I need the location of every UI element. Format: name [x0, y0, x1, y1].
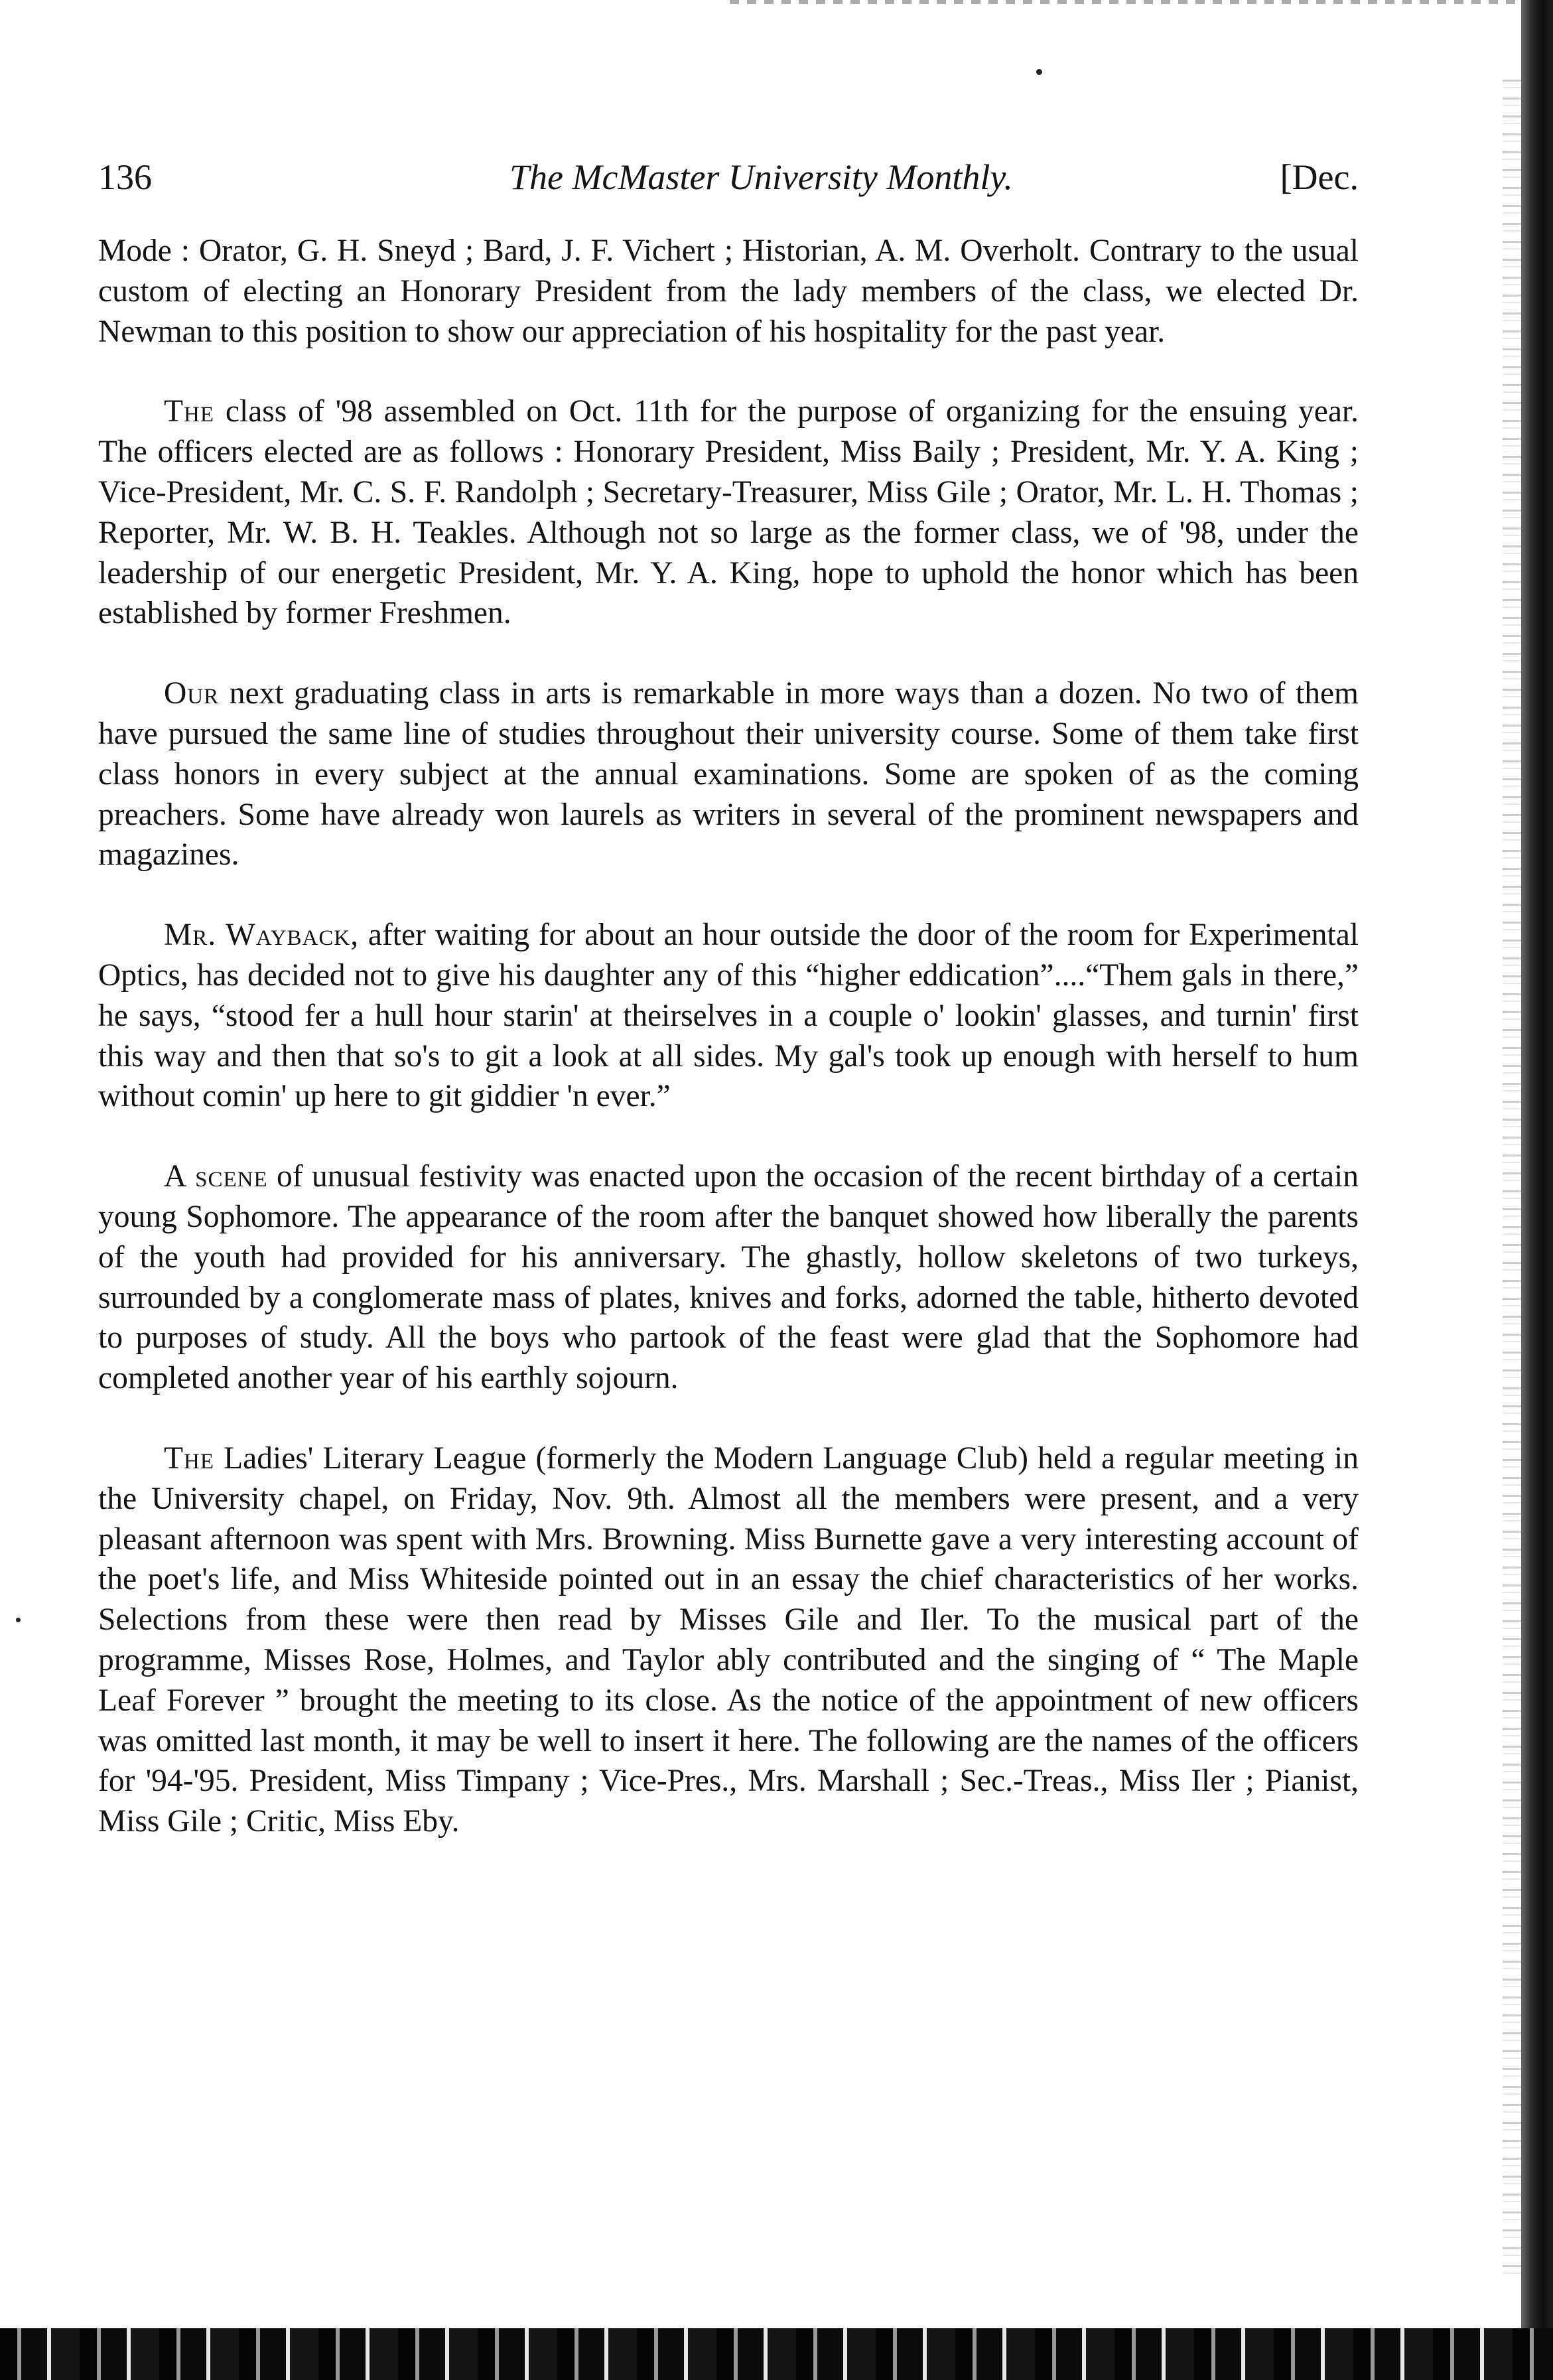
paragraph-graduating-class [98, 673, 1359, 875]
paragraph-text: next graduating class in arts is remarkable in more ways than a dozen. No two of them have pursued the same line of studies throughout their university course. Some of them take first class honors in every subject at the annual examinations. Some are spoken of as the coming preachers. Some have already won laurels as writers in several of the prominent newspapers and magazines. [98, 676, 1359, 873]
running-title: The McMaster University Monthly. [509, 157, 1013, 197]
paragraph-class-of-95-continued [98, 231, 1359, 352]
paragraph-class-of-98 [98, 391, 1359, 634]
paragraph-text: class of '98 assembled on Oct. 11th for the purpose of organizing for the ensuing year. The officers elected are as follows : Honorary President, Miss Baily ; President, Mr. Y. A. King ; Vice-President, Mr. C. S. F. Randolph ; Secretary-Treasurer, Miss Gile ; Orator, Mr. L. H. Thomas ; Reporter, Mr. W. B. H. Teakles. Although not so large as the former class, we of '98, under the leadership of our energetic President, Mr. Y. A. King, hope to uphold the honor which has been established by former Freshmen. [98, 394, 1359, 631]
scan-page-edge [1521, 0, 1553, 2380]
paragraph-lead: Our [164, 676, 220, 711]
paragraph-text: of unusual festivity was enacted upon the occasion of the recent birthday of a certain young Sophomore. The appearance of the room after the banquet showed how liberally the parents of the youth had provided for his anniversary. The ghastly, hollow skeletons of two turkeys, surrounded by a conglomerate mass of plates, knives and forks, adorned the table, hitherto devoted to purposes of study. All the boys who partook of the feast were glad that the Sophomore had completed another year of his earthly sojourn. [98, 1159, 1359, 1396]
paragraph-lead: The [164, 394, 215, 429]
paragraph-ladies-literary-league [98, 1438, 1359, 1842]
paragraph-text: after waiting for about an hour outside the door of the room for Experimental Optics, has decided not to give his daughter any of this “higher eddication”....“Them gals in there,” he says, “stood fer a hull hour starin' at theirselves in a couple o' lookin' glasses, and turnin' first this way and then that so's to git a look at all sides. My gal's took up enough with herself to hum without comin' up here to git giddier 'n ever.” [98, 918, 1359, 1114]
scan-dust-mark [1036, 69, 1042, 75]
text-column [98, 231, 1359, 1882]
running-date: [Dec. [1280, 157, 1359, 197]
paragraph-birthday-scene [98, 1156, 1359, 1399]
scan-top-rule [730, 0, 1553, 4]
paragraph-lead: A scene [164, 1159, 268, 1194]
running-header [98, 157, 1359, 203]
paragraph-lead: Mr. Wayback, [164, 918, 360, 953]
scan-dust-mark [16, 1618, 21, 1622]
paragraph-text: Ladies' Literary League (formerly the Modern Language Club) held a regular meeting in the University chapel, on Friday, Nov. 9th. Almost all the members were present, and a very pleasant afternoon was spent with Mrs. Browning. Miss Burnette gave a very interesting account of the poet's life, and Miss Whiteside pointed out in an essay the chief characteristics of her works. Selections from these were then read by Misses Gile and Iler. To the musical part of the programme, Misses Rose, Holmes, and Taylor ably contributed and the singing of “ The Maple Leaf Forever ” brought the meeting to its close. As the notice of the appointment of new officers was omitted last month, it may be well to insert it here. The following are the names of the officers for '94-'95. President, Miss Timpany ; Vice-Pres., Mrs. Marshall ; Sec.-Treas., Miss Iler ; Pianist, Miss Gile ; Critic, Miss Eby. [98, 1440, 1359, 1839]
scan-bottom-edge [0, 2328, 1553, 2380]
paragraph-text: Mode : Orator, G. H. Sneyd ; Bard, J. F. Vichert ; Historian, A. M. Overholt. Contrary to the usual custom of electing an Honorary President from the lady members of the class, we elected Dr. Newman to this position to show our appreciation of his hospitality for the past year. [98, 234, 1359, 349]
paragraph-mr-wayback [98, 915, 1359, 1117]
paragraph-lead: The [164, 1440, 215, 1476]
scan-edge-speckle [1503, 80, 1521, 2282]
page-number: 136 [98, 157, 152, 197]
